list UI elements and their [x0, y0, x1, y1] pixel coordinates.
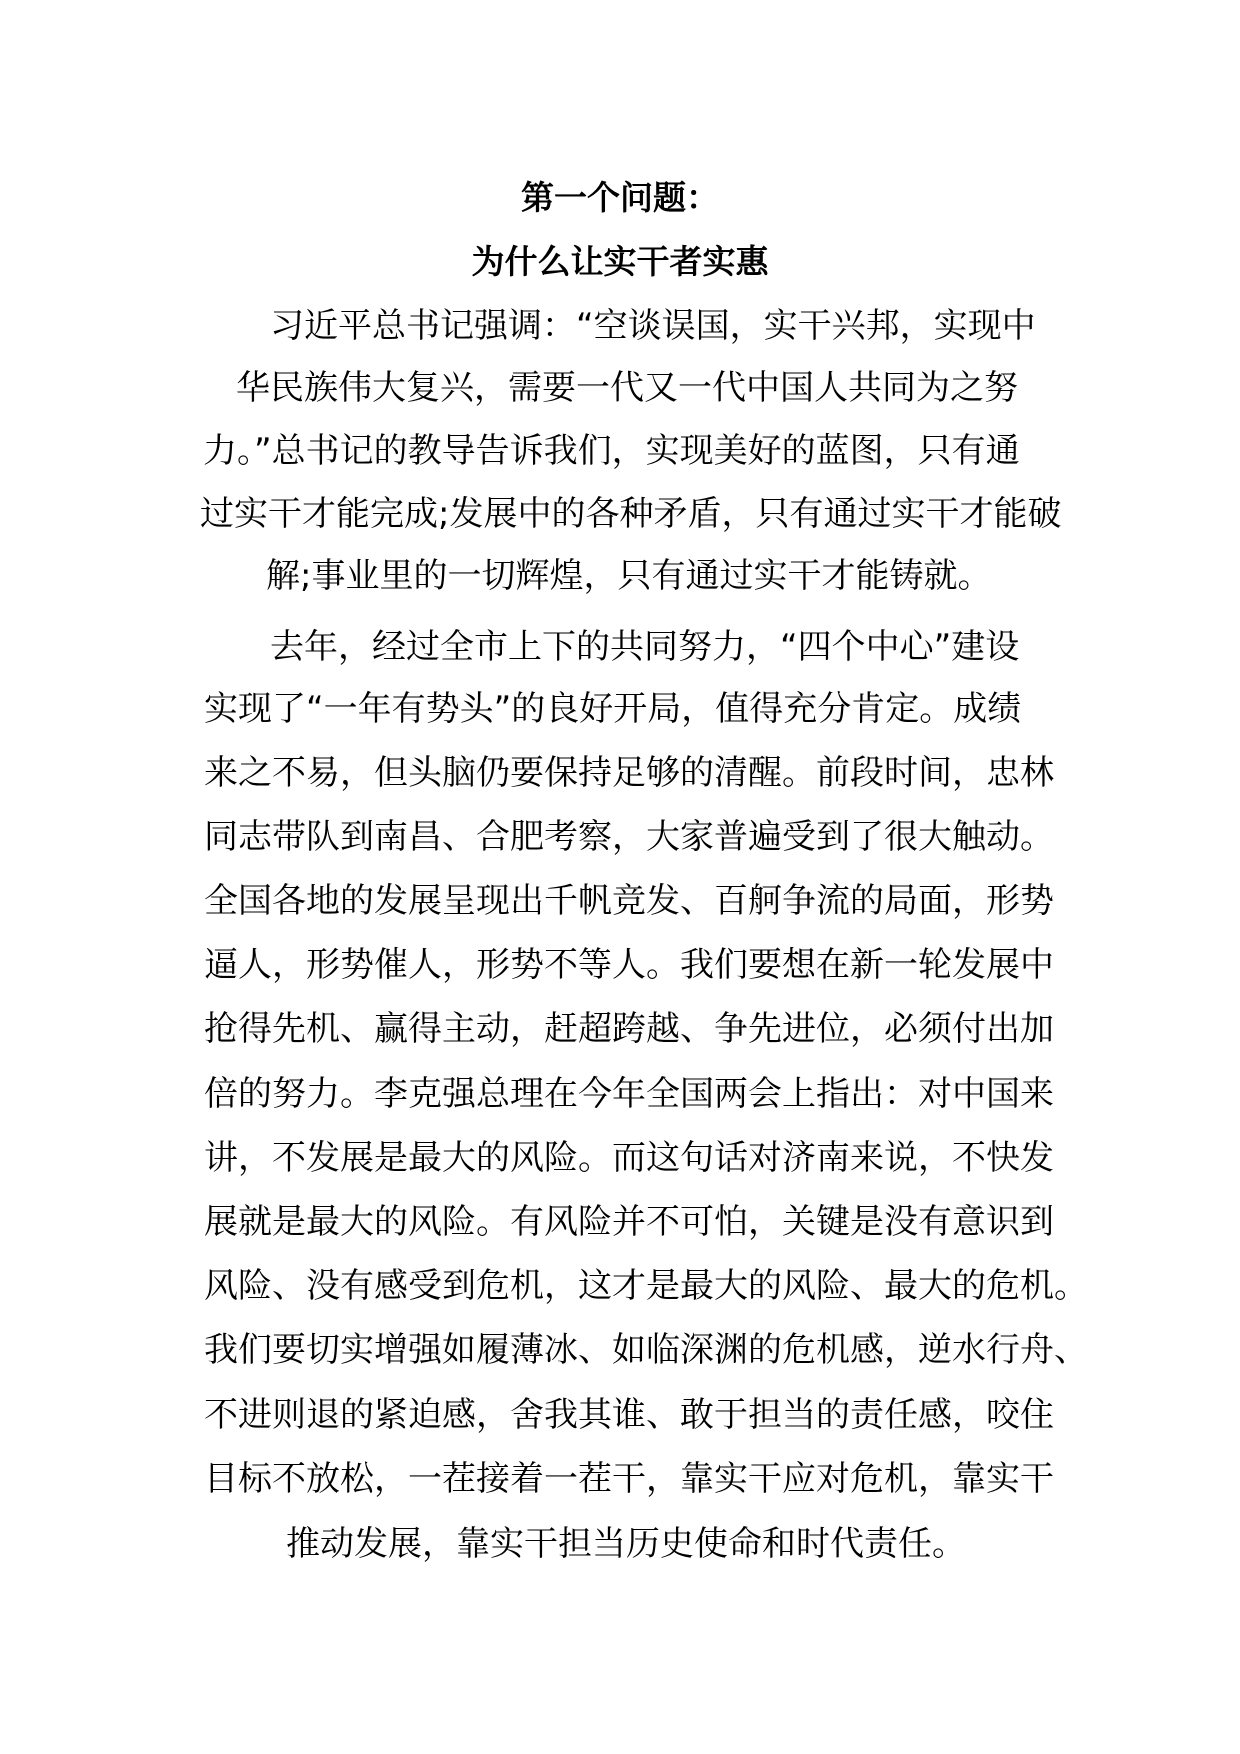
body-line-16: 风险、没有感受到危机，这才是最大的风险、最大的危机。: [204, 1266, 1088, 1306]
body-line-13: 倍的努力。李克强总理在今年全国两会上指出：对中国来: [204, 1074, 1054, 1114]
title-line-2: 为什么让实干者实惠: [471, 242, 769, 281]
body-line-5: 解;事业里的一切辉煌，只有通过实干才能铸就。: [266, 556, 992, 596]
body-line-14: 讲，不发展是最大的风险。而这句话对济南来说，不快发: [204, 1138, 1054, 1178]
body-line-4: 过实干才能完成;发展中的各种矛盾，只有通过实干才能破: [200, 494, 1062, 534]
body-line-6: 去年，经过全市上下的共同努力，“四个中心”建设: [270, 627, 1020, 667]
body-line-9: 同志带队到南昌、合肥考察，大家普遍受到了很大触动。: [204, 817, 1054, 857]
body-line-3: 力。”总书记的教导告诉我们，实现美好的蓝图，只有通: [203, 431, 1020, 471]
body-line-15: 展就是最大的风险。有风险并不可怕，关键是没有意识到: [204, 1202, 1054, 1242]
body-line-11: 逼人，形势催人，形势不等人。我们要想在新一轮发展中: [204, 945, 1054, 985]
body-line-12: 抢得先机、赢得主动，赶超跨越、争先进位，必须付出加: [204, 1009, 1054, 1049]
body-line-8: 来之不易，但头脑仍要保持足够的清醒。前段时间，忠林: [204, 753, 1054, 793]
body-line-7: 实现了“一年有势头”的良好开局，值得充分肯定。成绩: [204, 689, 1022, 729]
body-line-18: 不进则退的紧迫感，舍我其谁、敢于担当的责任感，咬住: [204, 1395, 1054, 1435]
body-line-20: 推动发展，靠实干担当历史使命和时代责任。: [286, 1524, 966, 1564]
body-line-1: 习近平总书记强调：“空谈误国，实干兴邦，实现中: [270, 306, 1036, 346]
body-line-2: 华民族伟大复兴，需要一代又一代中国人共同为之努: [236, 368, 1018, 408]
body-line-19: 目标不放松，一茬接着一茬干，靠实干应对危机，靠实干: [204, 1459, 1054, 1499]
body-line-10: 全国各地的发展呈现出千帆竞发、百舸争流的局面，形势: [204, 881, 1054, 921]
title-line-1: 第一个问题：: [521, 178, 719, 217]
body-line-17: 我们要切实增强如履薄冰、如临深渊的危机感，逆水行舟、: [204, 1330, 1088, 1370]
